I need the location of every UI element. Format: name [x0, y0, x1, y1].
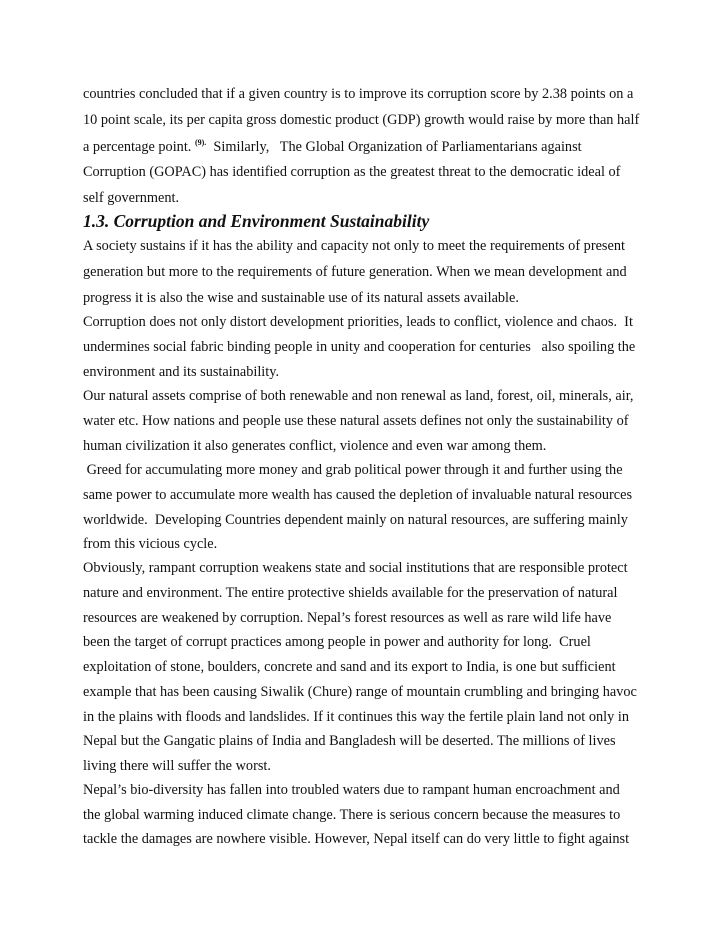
text-line: A society sustains if it has the ability and capacity not only to meet the requirements of present	[83, 238, 625, 254]
text-line: Our natural assets comprise of both renewable and non renewal as land, forest, oil, minerals, air,	[83, 388, 634, 404]
text-line: from this vicious cycle.	[83, 536, 218, 552]
text-line: Corruption does not only distort development priorities, leads to conflict, violence and chaos. It	[83, 314, 633, 330]
footnote-marker: (9).	[194, 138, 207, 147]
text-line: been the target of corrupt practices among people in power and authority for long. Cruel	[83, 634, 591, 650]
text-line: the global warming induced climate change. There is serious concern because the measures to	[83, 807, 621, 823]
text-line: example that has been causing Siwalik (Chure) range of mountain crumbling and bringing havoc	[83, 684, 637, 700]
text-line: 10 point scale, its per capita gross domestic product (GDP) growth would raise by more than half	[83, 112, 640, 128]
text-line: generation but more to the requirements of future generation. When we mean development and	[83, 264, 627, 280]
text-line: Nepal’s bio-diversity has fallen into troubled waters due to rampant human encroachment and	[83, 782, 620, 798]
text-line: in the plains with floods and landslides. If it continues this way the fertile plain land not only in	[83, 709, 629, 725]
text-line: undermines social fabric binding people in unity and cooperation for centuries also spoiling the	[83, 339, 636, 355]
text-segment: a percentage point.	[83, 139, 195, 155]
text-line: Greed for accumulating more money and grab political power through it and further using the	[83, 462, 623, 478]
text-line: water etc. How nations and people use these natural assets defines not only the sustainability of	[83, 413, 629, 429]
text-line: Obviously, rampant corruption weakens state and social institutions that are responsible protect	[83, 560, 628, 576]
text-line: human civilization it also generates conflict, violence and even war among them.	[83, 438, 547, 454]
text-line: resources are weakened by corruption. Nepal’s forest resources as well as rare wild life have	[83, 610, 612, 626]
text-line: progress it is also the wise and sustainable use of its natural assets available.	[83, 290, 519, 306]
text-line: same power to accumulate more wealth has caused the depletion of invaluable natural resources	[83, 487, 633, 503]
text-line: Corruption (GOPAC) has identified corruption as the greatest threat to the democratic ideal of	[83, 164, 621, 180]
text-line: self government.	[83, 190, 180, 206]
text-line: worldwide. Developing Countries dependent mainly on natural resources, are suffering mainly	[83, 512, 628, 528]
text-line: nature and environment. The entire protective shields available for the preservation of natural	[83, 585, 618, 601]
text-line: tackle the damages are nowhere visible. However, Nepal itself can do very little to fight against	[83, 831, 630, 847]
section-heading: 1.3. Corruption and Environment Sustainability	[83, 211, 430, 231]
text-line: exploitation of stone, boulders, concrete and sand and its export to India, is one but sufficient	[83, 659, 616, 675]
text-line: environment and its sustainability.	[83, 364, 280, 380]
text-line-with-footnote	[83, 139, 582, 154]
text-line: living there will suffer the worst.	[83, 758, 271, 774]
text-segment: Similarly, The Global Organization of Parliamentarians against	[206, 139, 582, 155]
text-line: Nepal but the Gangatic plains of India and Bangladesh will be deserted. The millions of lives	[83, 733, 616, 749]
text-line: countries concluded that if a given country is to improve its corruption score by 2.38 points on a	[83, 86, 634, 102]
